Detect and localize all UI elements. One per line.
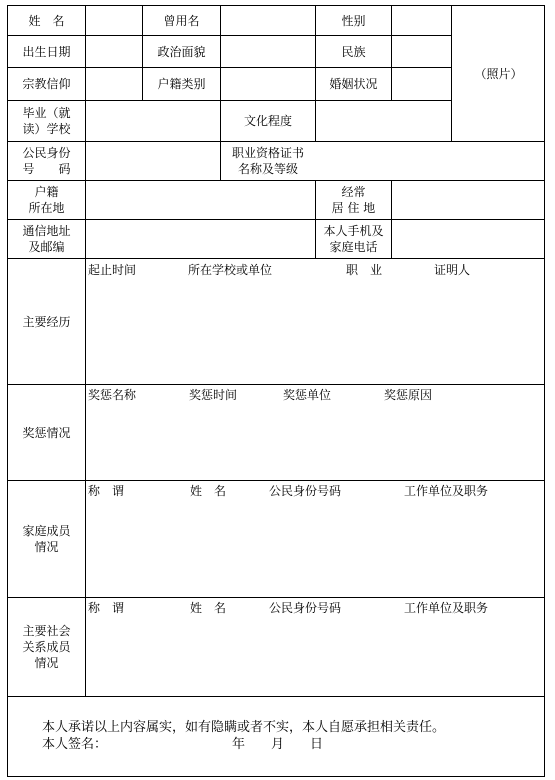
birth-date-label: 出生日期 <box>22 44 71 59</box>
date-label: 年 月 日 <box>232 737 324 752</box>
hukou-type-field[interactable] <box>221 68 315 100</box>
col-social-relation: 称 谓 <box>88 601 125 615</box>
family-label: 家庭成员 情况 <box>22 524 71 554</box>
ethnicity-field[interactable] <box>392 36 451 67</box>
political-status-field[interactable] <box>221 36 315 67</box>
contact-phone-field[interactable] <box>392 220 545 258</box>
col-member-work: 工作单位及职务 <box>404 484 489 498</box>
awards-area[interactable] <box>86 385 545 480</box>
col-occupation: 职 业 <box>346 263 383 277</box>
pledge-statement: 本人承诺以上内容属实，如有隐瞒或者不实，本人自愿承担相关责任。 <box>42 720 446 735</box>
col-social-name: 姓 名 <box>190 601 227 615</box>
col-social-work: 工作单位及职务 <box>404 601 489 615</box>
col-award-name: 奖惩名称 <box>88 388 137 402</box>
qualification-label: 职业资格证书 名称及等级 <box>231 146 304 176</box>
religion-field[interactable] <box>86 68 142 100</box>
marital-status-label: 婚姻状况 <box>329 77 378 91</box>
hukou-location-field[interactable] <box>86 181 315 219</box>
col-member-name: 姓 名 <box>190 484 227 498</box>
col-award-reason: 奖惩原因 <box>384 388 433 402</box>
signature-label: 本人签名： <box>42 737 108 752</box>
col-reference: 证明人 <box>434 263 471 277</box>
col-member-id: 公民身份号码 <box>269 484 342 498</box>
residence-field[interactable] <box>392 181 545 219</box>
work-history-label: 主要经历 <box>22 314 71 329</box>
hukou-location-label: 户籍 所在地 <box>28 185 65 215</box>
residence-label: 经常 居 住 地 <box>331 185 376 215</box>
col-relation: 称 谓 <box>88 484 125 498</box>
hukou-type-label: 户籍类别 <box>157 77 206 91</box>
birth-date-field[interactable] <box>86 36 142 67</box>
col-school-unit: 所在学校或单位 <box>188 263 273 277</box>
personal-info-form <box>7 5 545 777</box>
used-name-field[interactable] <box>221 6 315 35</box>
id-number-label: 公民身份 号 码 <box>22 146 71 176</box>
social-relations-label: 主要社会 关系成员 情况 <box>22 624 71 670</box>
work-history-area[interactable] <box>86 259 545 384</box>
education-level-label: 文化程度 <box>243 114 292 128</box>
col-award-unit: 奖惩单位 <box>283 388 332 402</box>
religion-label: 宗教信仰 <box>22 77 71 91</box>
gender-field[interactable] <box>392 6 451 35</box>
gender-label: 性别 <box>341 13 366 28</box>
education-level-field[interactable] <box>316 101 451 141</box>
social-relations-area[interactable] <box>86 598 545 696</box>
mailing-address-label: 通信地址 及邮编 <box>22 224 71 254</box>
awards-label: 奖惩情况 <box>22 425 71 440</box>
col-award-date: 奖惩时间 <box>189 388 238 402</box>
name-label: 姓 名 <box>28 13 65 28</box>
contact-phone-label: 本人手机及 家庭电话 <box>323 224 384 254</box>
used-name-label: 曾用名 <box>163 13 200 28</box>
id-number-field[interactable] <box>86 142 220 180</box>
photo-placeholder[interactable]: （照片） <box>474 66 523 81</box>
graduate-school-field[interactable] <box>86 101 220 141</box>
family-area[interactable] <box>86 481 545 597</box>
graduate-school-label: 毕业（就 读）学校 <box>22 106 71 136</box>
name-field[interactable] <box>86 6 142 35</box>
marital-status-field[interactable] <box>392 68 451 100</box>
col-period: 起止时间 <box>88 263 137 277</box>
mailing-address-field[interactable] <box>86 220 315 258</box>
col-social-id: 公民身份号码 <box>269 601 342 615</box>
political-status-label: 政治面貌 <box>157 44 206 59</box>
qualification-field[interactable] <box>316 142 545 180</box>
ethnicity-label: 民族 <box>341 44 366 59</box>
